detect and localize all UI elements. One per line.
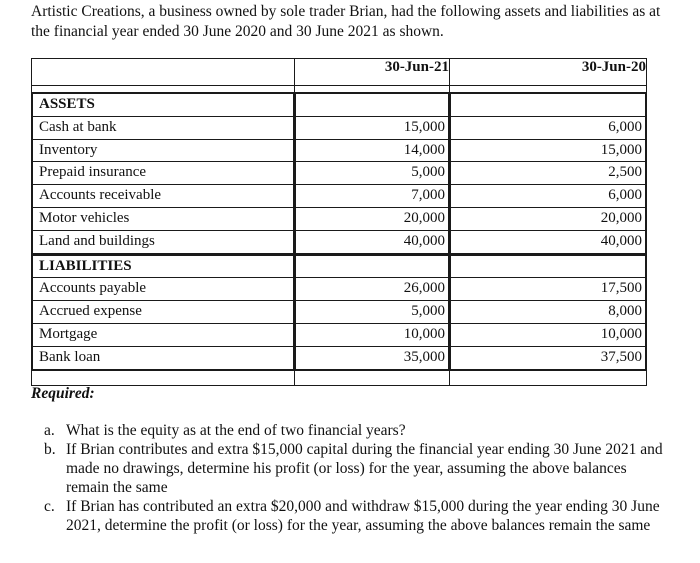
assets-labels-cell (32, 93, 295, 255)
question-item (44, 421, 664, 440)
liabilities-2021-cell (295, 254, 450, 370)
liability-label: Bank loan (33, 346, 294, 369)
liability-2020-value: 8,000 (451, 301, 646, 324)
asset-2020-value: 15,000 (451, 139, 646, 162)
liabilities-2020-cell (450, 254, 647, 370)
required-heading: Required: (31, 385, 95, 402)
question-text: If Brian contributes and extra $15,000 capital during the financial year ending 30 June 2021 and made no drawings, determine his profit (or loss) for the year, assuming the above balances remain the same (66, 441, 663, 496)
asset-2021-value: 14,000 (296, 139, 449, 162)
asset-label: Prepaid insurance (33, 162, 294, 185)
asset-2020-value: 2,500 (451, 162, 646, 185)
assets-2020-cell (450, 93, 647, 255)
liabilities-labels (32, 255, 294, 370)
asset-label: Inventory (33, 139, 294, 162)
liability-2020-value: 37,500 (451, 346, 646, 369)
question-item (44, 440, 664, 497)
asset-2021-value: 5,000 (296, 162, 449, 185)
assets-2021-cell (295, 93, 450, 255)
question-marker: b. (44, 441, 56, 458)
liability-2021-value: 5,000 (296, 301, 449, 324)
asset-label: Motor vehicles (33, 207, 294, 230)
liability-2020-value: 10,000 (451, 323, 646, 346)
asset-2021-value: 20,000 (296, 207, 449, 230)
header-label-cell (32, 59, 295, 86)
asset-2021-value: 15,000 (296, 116, 449, 139)
liability-label: Mortgage (33, 323, 294, 346)
asset-2021-value: 7,000 (296, 185, 449, 208)
questions-list (44, 421, 664, 535)
asset-2020-value: 6,000 (451, 185, 646, 208)
liability-label: Accounts payable (33, 278, 294, 301)
asset-2020-value: 40,000 (451, 230, 646, 253)
question-item (44, 497, 664, 535)
liabilities-heading: LIABILITIES (33, 255, 294, 278)
question-marker: a. (44, 422, 55, 439)
asset-2020-value: 6,000 (451, 116, 646, 139)
asset-2021-value: 40,000 (296, 230, 449, 253)
assets-heading: ASSETS (33, 94, 294, 117)
liabilities-labels-cell (32, 254, 295, 370)
spacer-row-bottom (32, 370, 647, 385)
assets-section (32, 93, 647, 255)
liabilities-section (32, 254, 647, 370)
assets-labels (32, 93, 294, 254)
question-text: If Brian has contributed an extra $20,000 and withdraw $15,000 during the year ending 30 June 2021, determine the profit (or loss) for the year, assuming the above balances remain the same (66, 498, 660, 534)
balance-table (31, 58, 647, 386)
asset-label: Cash at bank (33, 116, 294, 139)
asset-2020-value: 20,000 (451, 207, 646, 230)
intro-paragraph: Artistic Creations, a business owned by sole trader Brian, had the following assets and liabilities as at the financial year ended 30 June 2020 and 30 June 2021 as shown. (31, 3, 661, 40)
liability-2021-value: 26,000 (296, 278, 449, 301)
header-2021: 30-Jun-21 (295, 59, 450, 86)
header-2020: 30-Jun-20 (450, 59, 647, 86)
liability-2021-value: 10,000 (296, 323, 449, 346)
question-marker: c. (44, 498, 55, 515)
asset-label: Accounts receivable (33, 185, 294, 208)
spacer-row (32, 86, 647, 93)
table-header-row (32, 59, 647, 86)
liability-2021-value: 35,000 (296, 346, 449, 369)
question-text: What is the equity as at the end of two financial years? (66, 422, 406, 439)
liability-2020-value: 17,500 (451, 278, 646, 301)
asset-label: Land and buildings (33, 230, 294, 253)
liability-label: Accrued expense (33, 301, 294, 324)
